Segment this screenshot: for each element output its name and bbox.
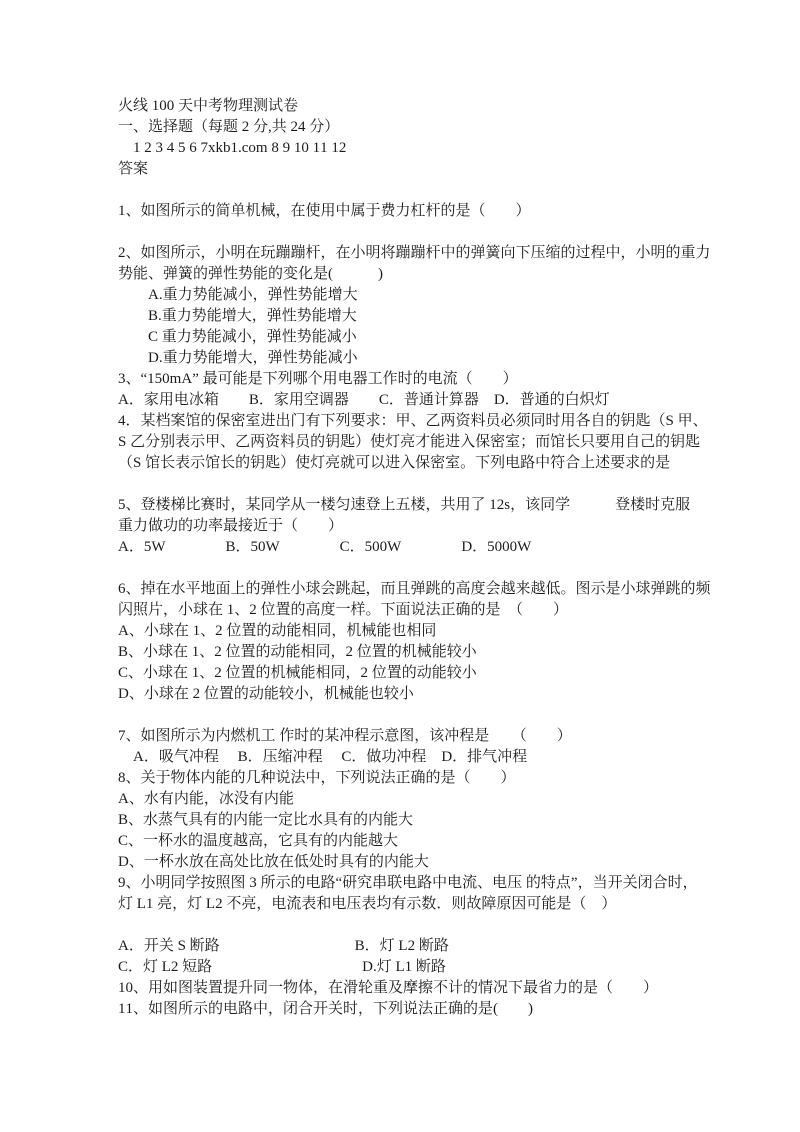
question-q4: 4．某档案馆的保密室进出门有下列要求：甲、乙两资料员必须同时用各自的钥匙（S 甲、: [118, 413, 708, 429]
question-continuation-q5: 重力做功的功率最接近于（ ）: [118, 518, 344, 534]
question-q5: 5、登楼梯比赛时，某同学从一楼匀速登上五楼，共用了 12s，该同学 登楼时克服: [118, 497, 691, 513]
blank: [118, 915, 700, 936]
option-row-q6: A、小球在 1、2 位置的动能相同，机械能也相同: [118, 623, 437, 639]
question-continuation-q6: 闪照片，小球在 1、2 位置的高度一样。下面说法正确的是 （ ）: [118, 602, 569, 618]
option-row-q8: C、一杯水的温度越高，它具有的内能越大: [118, 833, 399, 849]
option-row-q3: A．家用电冰箱 B．家用空调器 C．普通计算器 D．普通的白炽灯: [118, 392, 610, 408]
option-row-q2: B.重力势能增大，弹性势能增大: [118, 308, 357, 324]
question-continuation-q4: （S 馆长表示馆长的钥匙）使灯亮就可以进入保密室。下列电路中符合上述要求的是: [118, 455, 671, 471]
option-row-q6: B、小球在 1、2 位置的动能相同，2 位置的机械能较小: [118, 644, 477, 660]
question-q10: 10、用如图装置提升同一物体，在滑轮重及摩擦不计的情况下最省力的是（ ）: [118, 980, 659, 996]
blank: [118, 705, 700, 726]
option-row-q8: D、一杯水放在高处比放在低处时具有的内能大: [118, 854, 429, 870]
option-row-q9: C．灯 L2 短路 D.灯 L1 断路: [118, 959, 446, 975]
question-q6: 6、掉在水平地面上的弹性小球会跳起，而且弹跳的高度会越来越低。图示是小球弹跳的频: [118, 581, 711, 597]
question-q2: 2、如图所示，小明在玩蹦蹦杆，在小明将蹦蹦杆中的弹簧向下压缩的过程中，小明的重力: [118, 245, 711, 261]
question-continuation-q9: 灯 L1 亮，灯 L2 不亮，电流表和电压表均有示数．则故障原因可能是（ ）: [118, 896, 617, 912]
option-row-q2: D.重力势能增大，弹性势能减小: [118, 350, 358, 366]
question-continuation-q2: 势能、弹簧的弹性势能的变化是( ): [118, 266, 383, 282]
question-continuation-q4: S 乙分别表示甲、乙两资料员的钥匙）使灯亮才能进入保密室；而馆长只要用自己的钥匙: [118, 434, 701, 450]
option-row-q2: C 重力势能减小，弹性势能减小: [118, 329, 357, 345]
answer-label: 答案: [118, 161, 149, 177]
question-q1: 1、如图所示的简单机械，在使用中属于费力杠杆的是（ ）: [118, 203, 531, 219]
section-header: 一、选择题（每题 2 分,共 24 分）: [118, 119, 340, 135]
question-numbers: 1 2 3 4 5 6 7xkb1.com 8 9 10 11 12: [118, 140, 347, 156]
question-q8: 8、关于物体内能的几种说法中，下列说法正确的是（ ）: [118, 770, 516, 786]
option-row-q7: A．吸气冲程 B．压缩冲程 C．做功冲程 D．排气冲程: [118, 749, 528, 765]
doc-title: 火线 100 天中考物理测试卷: [118, 98, 299, 114]
question-q9: 9、小明同学按照图 3 所示的电路“研究串联电路中电流、电压 的特点”，当开关闭合时，: [118, 875, 698, 891]
option-row-q8: B、水蒸气具有的内能一定比水具有的内能大: [118, 812, 414, 828]
blank: [118, 222, 700, 243]
blank: [118, 474, 700, 495]
document-content: [118, 96, 711, 1020]
question-q11: 11、如图所示的电路中，闭合开关时，下列说法正确的是( ): [118, 1001, 533, 1017]
question-q3: 3、“150mA” 最可能是下列哪个用电器工作时的电流（ ）: [118, 371, 518, 387]
blank: [118, 180, 700, 201]
option-row-q6: C、小球在 1、2 位置的机械能相同，2 位置的动能较小: [118, 665, 477, 681]
option-row-q2: A.重力势能减小，弹性势能增大: [118, 287, 358, 303]
option-row-q8: A、水有内能，冰没有内能: [118, 791, 294, 807]
option-row-q6: D、小球在 2 位置的动能较小，机械能也较小: [118, 686, 414, 702]
option-row-q9: A．开关 S 断路 B．灯 L2 断路: [118, 938, 449, 954]
question-q7: 7、如图所示为内燃机工 作时的某冲程示意图，该冲程是 （ ）: [118, 728, 572, 744]
blank: [118, 558, 700, 579]
option-row-q5: A．5W B．50W C．500W D．5000W: [118, 539, 532, 555]
